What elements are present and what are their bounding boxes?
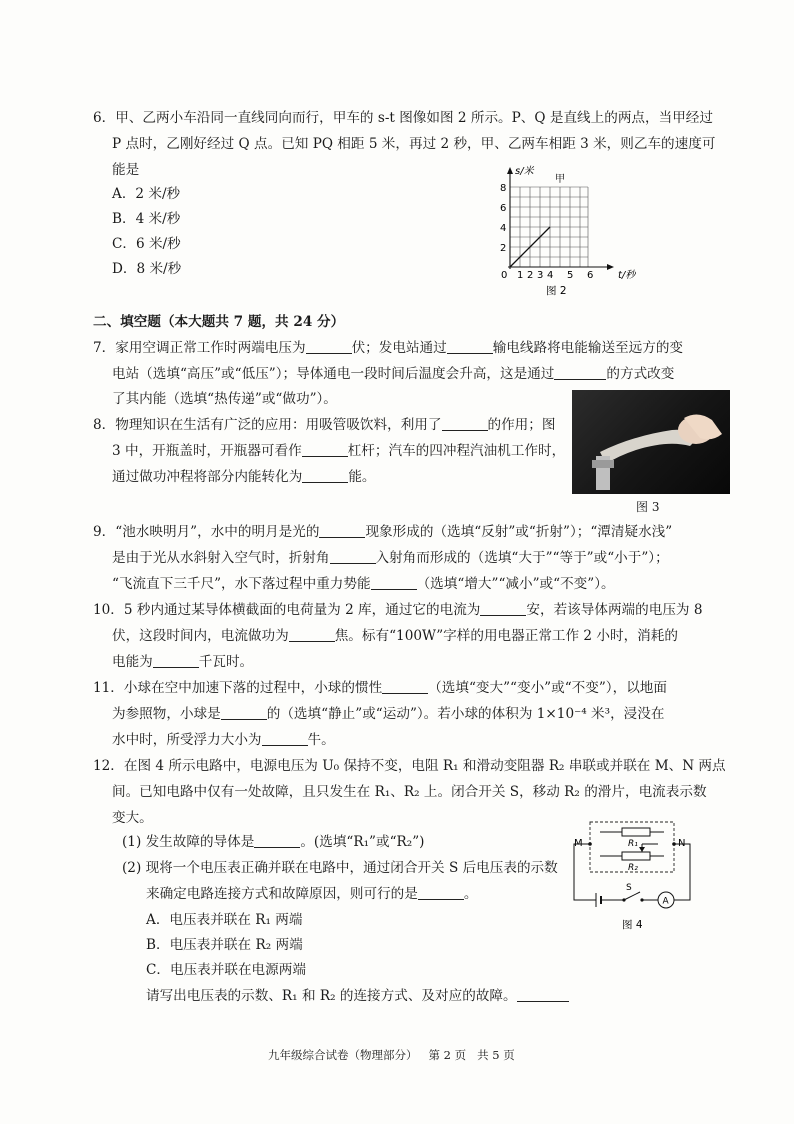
q8-line3 xyxy=(112,467,376,487)
q10-blank-3[interactable] xyxy=(153,653,199,668)
q6-line3: 能是 xyxy=(112,162,140,178)
q12-blank-1[interactable] xyxy=(254,833,300,848)
q9-text: （选填“增大”“减小”或“不变”）。 xyxy=(416,576,615,592)
q12-part2-line2 xyxy=(146,884,477,904)
figure-3-caption: 图 3 xyxy=(636,500,660,514)
q11-text: 水中时，所受浮力大小为 xyxy=(112,732,262,748)
q10-blank-2[interactable] xyxy=(289,627,335,642)
label-m: M xyxy=(574,838,583,849)
x-tick-6: 6 xyxy=(587,270,594,281)
rheostat-r2 xyxy=(622,852,650,860)
figure-2-st-graph xyxy=(490,164,650,299)
q10-line3 xyxy=(112,652,253,672)
q11-line2 xyxy=(112,704,664,724)
section-2-heading: 二、填空题（本大题共 7 题，共 24 分） xyxy=(93,314,345,330)
q11-text: 为参照物，小球是 xyxy=(112,706,221,722)
y-tick-8: 8 xyxy=(500,183,507,194)
q7-text: 电站（选填“高压”或“低压”）；导体通电一段时间后温度会升高，这是通过 xyxy=(112,366,555,382)
q12-text: 。(选填“R₁”或“R₂”) xyxy=(300,834,425,850)
label-r1: R₁ xyxy=(628,839,638,849)
q12-part2-line1: (2) 现将一个电压表正确并联在电路中，通过闭合开关 S 后电压表的示数 xyxy=(122,860,558,876)
q11-line1 xyxy=(93,678,667,698)
resistor-r1 xyxy=(622,828,650,836)
q9-blank-3[interactable] xyxy=(371,575,417,590)
q12-blank-2[interactable] xyxy=(418,885,464,900)
q8-text: 能。 xyxy=(348,469,376,485)
q8-text: 通过做功冲程将部分内能转化为 xyxy=(112,469,303,485)
q9-text: 现象形成的（选填“反射”或“折射”）；“潭清疑水浅” xyxy=(365,524,673,540)
q11-text: 11．小球在空中加速下落的过程中，小球的惯性 xyxy=(93,680,383,696)
q6-option-b: B．4 米/秒 xyxy=(112,211,181,227)
q6-option-a: A．2 米/秒 xyxy=(112,186,181,202)
q10-line2 xyxy=(112,626,678,646)
x-tick-5: 5 xyxy=(567,270,574,281)
q12-text: 请写出电压表的示数、R₁ 和 R₂ 的连接方式、及对应的故障。 xyxy=(146,988,517,1004)
q9-text: “飞流直下三千尺”，水下落过程中重力势能 xyxy=(112,576,371,592)
series-label: 甲 xyxy=(555,174,565,185)
q9-blank-2[interactable] xyxy=(330,549,376,564)
q12-blank-3[interactable] xyxy=(517,987,569,1002)
q7-blank-3[interactable] xyxy=(554,365,606,380)
q12-last-line xyxy=(146,986,569,1006)
q7-text: 7．家用空调正常工作时两端电压为 xyxy=(93,340,306,356)
q12-option-b: B．电压表并联在 R₂ 两端 xyxy=(146,937,303,953)
label-r2: R₂ xyxy=(628,863,638,873)
q10-text: 伏，这段时间内，电流做功为 xyxy=(112,628,289,644)
q9-text: 入射角而形成的（选填“大于”“等于”或“小于”）； xyxy=(375,550,669,566)
q7-line3: 了其内能（选填“热传递”或“做功”）。 xyxy=(112,391,337,407)
x-axis-arrow xyxy=(607,264,614,270)
q11-blank-2[interactable] xyxy=(221,705,267,720)
q12-part1 xyxy=(122,832,424,852)
q12-line2: 间。已知电路中仅有一处故障，且只发生在 R₁、R₂ 上。闭合开关 S，移动 R₂ 的滑片，电流表示数 xyxy=(112,784,707,800)
q10-line1 xyxy=(93,600,703,620)
q11-text: 牛。 xyxy=(307,732,335,748)
y-tick-4: 4 xyxy=(500,223,507,234)
figure-4-circuit xyxy=(566,814,706,938)
q8-text: 杠杆；汽车的四冲程汽油机工作时， xyxy=(347,443,566,459)
figure-2-caption: 图 2 xyxy=(546,285,567,297)
label-s: S xyxy=(626,883,632,893)
q8-text: 3 中，开瓶盖时，开瓶器可看作 xyxy=(112,443,302,459)
x-tick-4: 4 xyxy=(547,270,554,281)
q10-text: 千瓦时。 xyxy=(198,654,254,670)
q8-blank-2[interactable] xyxy=(302,442,348,457)
y-axis-label: s/米 xyxy=(515,166,534,177)
q6-option-d: D．8 米/秒 xyxy=(112,261,182,277)
q8-blank-1[interactable] xyxy=(442,416,488,431)
q9-text: 是由于光从水斜射入空气时，折射角 xyxy=(112,550,330,566)
q9-line1 xyxy=(93,522,672,542)
x-axis-label: t/秒 xyxy=(618,270,636,281)
q10-blank-1[interactable] xyxy=(480,601,526,616)
footer-page-number: 第 2 页 xyxy=(428,1048,467,1062)
q11-line3 xyxy=(112,730,335,750)
q11-blank-1[interactable] xyxy=(382,679,428,694)
y-tick-6: 6 xyxy=(500,203,507,214)
figure-4-caption: 图 4 xyxy=(622,919,643,931)
q10-text: 10．5 秒内通过某导体横截面的电荷量为 2 库，通过它的电流为 xyxy=(93,602,481,618)
switch-s xyxy=(624,892,640,900)
footer-total-pages: 共 5 页 xyxy=(477,1048,515,1062)
q8-line2 xyxy=(112,441,565,461)
x-tick-1: 1 xyxy=(517,270,524,281)
q11-text: 的（选填“静止”或“运动”）。若小球的体积为 1×10⁻⁴ 米³，浸没在 xyxy=(266,706,665,722)
q8-text: 的作用；图 xyxy=(487,417,556,433)
figure-3-photo xyxy=(572,390,730,494)
bottle-opener-illustration xyxy=(572,390,730,494)
q7-line1 xyxy=(93,338,683,358)
y-axis-arrow xyxy=(507,167,513,174)
q8-line1 xyxy=(93,415,555,435)
q9-line2 xyxy=(112,548,669,568)
q7-text: 伏；发电站通过 xyxy=(351,340,447,356)
page-footer xyxy=(268,1047,515,1063)
q12-option-c: C．电压表并联在电源两端 xyxy=(146,962,306,978)
q11-text: （选填“变大”“变小”或“不变”），以地面 xyxy=(428,680,667,696)
q10-text: 安，若该导体两端的电压为 8 xyxy=(526,602,703,618)
q11-blank-3[interactable] xyxy=(262,731,308,746)
q12-text: 。 xyxy=(463,886,478,902)
q8-blank-3[interactable] xyxy=(302,468,348,483)
q7-blank-1[interactable] xyxy=(306,339,352,354)
x-tick-3: 3 xyxy=(537,270,544,281)
q9-line3 xyxy=(112,574,615,594)
footer-title: 九年级综合试卷（物理部分） xyxy=(268,1048,418,1062)
q9-blank-1[interactable] xyxy=(319,523,365,538)
y-tick-2: 2 xyxy=(500,243,507,254)
q12-line3: 变大。 xyxy=(112,810,153,826)
q12-option-a: A．电压表并联在 R₁ 两端 xyxy=(146,912,303,928)
origin-label: 0 xyxy=(501,270,508,281)
q12-text: (1) 发生故障的导体是 xyxy=(122,834,255,850)
q7-blank-2[interactable] xyxy=(447,339,493,354)
x-tick-2: 2 xyxy=(527,270,534,281)
q8-text: 8．物理知识在生活有广泛的应用：用吸管吸饮料，利用了 xyxy=(93,417,442,433)
q10-text: 电能为 xyxy=(112,654,153,670)
q9-text: 9．“池水映明月”，水中的明月是光的 xyxy=(93,524,320,540)
q12-text: 来确定电路连接方式和故障原因，则可行的是 xyxy=(146,886,418,902)
label-n: N xyxy=(678,838,686,849)
q7-text: 的方式改变 xyxy=(606,366,675,382)
q12-line1: 12．在图 4 所示电路中，电源电压为 U₀ 保持不变，电阻 R₁ 和滑动变阻器 R₂ 串联或并联在 M、N 两点 xyxy=(93,758,726,774)
q7-line2 xyxy=(112,364,674,384)
q10-text: 焦。标有“100W”字样的用电器正常工作 2 小时，消耗的 xyxy=(334,628,678,644)
q6-line1: 6．甲、乙两小车沿同一直线同向而行，甲车的 s-t 图像如图 2 所示。P、Q 是直线上的两点，当甲经过 xyxy=(93,110,713,126)
q6-line2: P 点时，乙刚好经过 Q 点。已知 PQ 相距 5 米，再过 2 秒，甲、乙两车相距 3 米，则乙车的速度可 xyxy=(112,136,716,152)
q7-text: 输电线路将电能输送至远方的变 xyxy=(492,340,684,356)
label-a: A xyxy=(662,896,669,907)
q6-option-c: C．6 米/秒 xyxy=(112,236,181,252)
